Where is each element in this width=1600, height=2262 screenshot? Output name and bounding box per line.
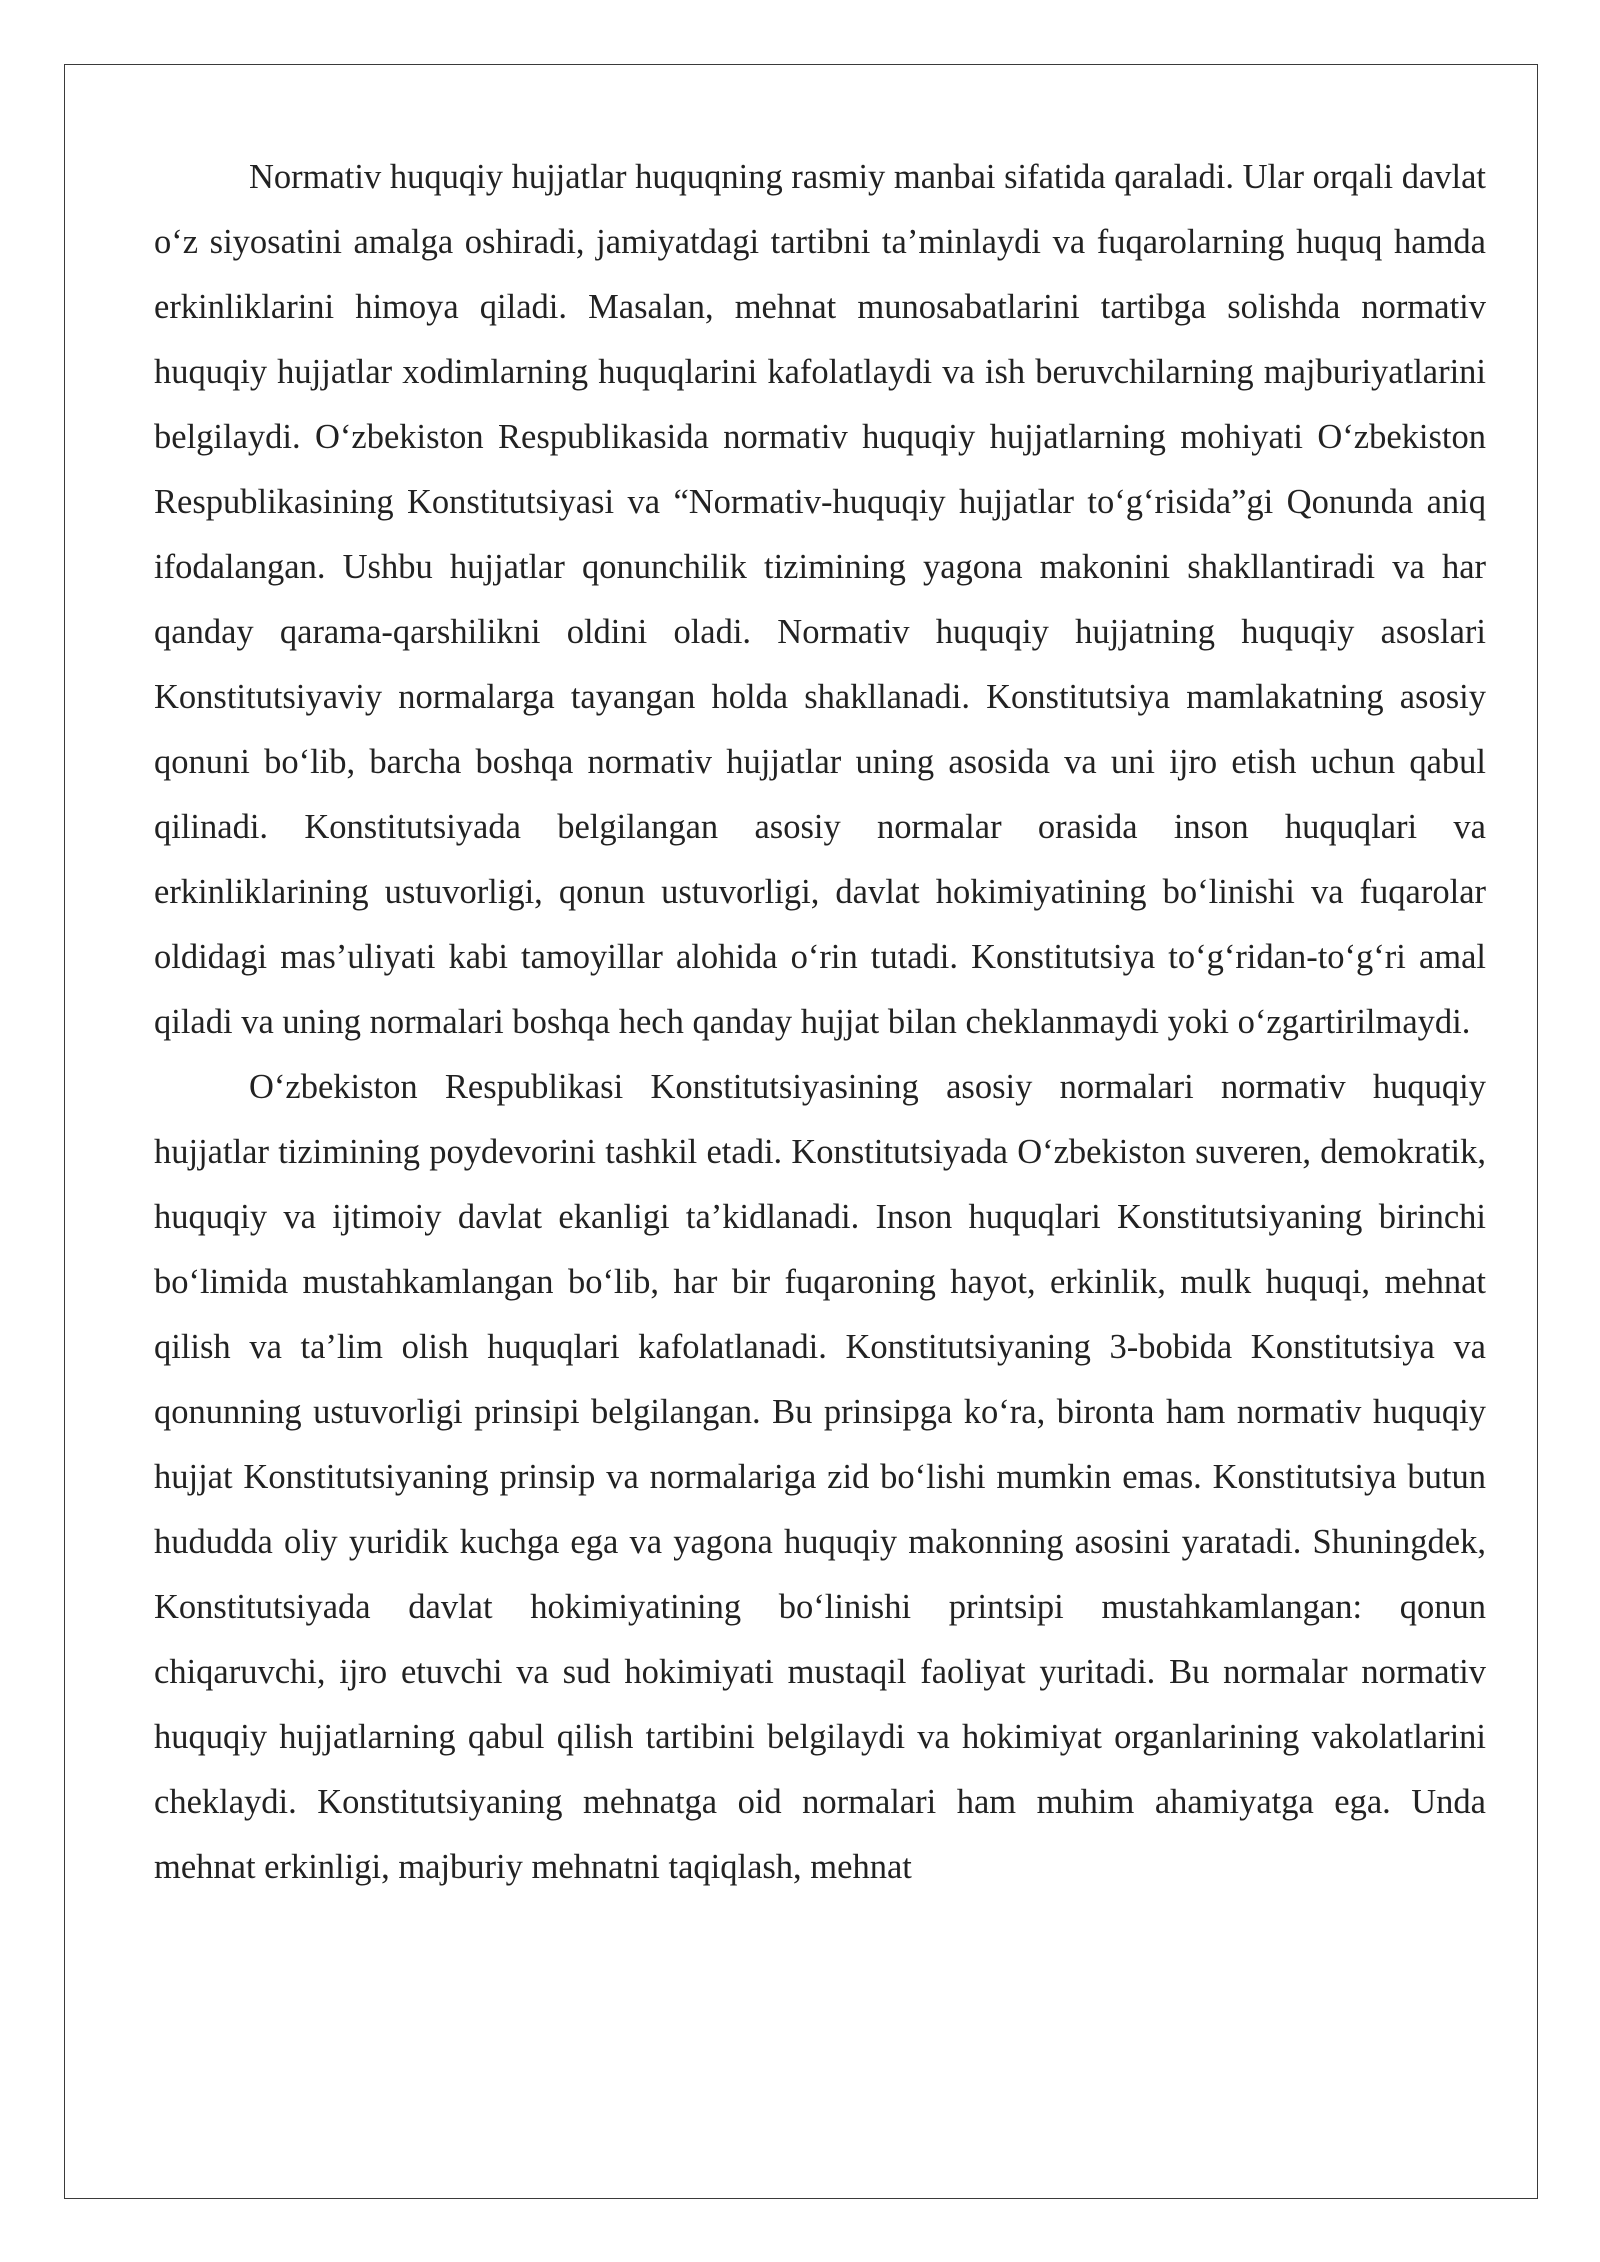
paragraph: Normativ huquqiy hujjatlar huquqning rasmiy manbai sifatida qaraladi. Ular orqali davlat o‘z siyosatini amalga oshiradi, jamiyatdagi tartibni ta’minlaydi va fuqarolarning huquq hamda erkinliklarini himoya qiladi. Masalan, mehnat munosabatlarini tartibga solishda normativ huquqiy hujjatlar xodimlarning huquqlarini kafolatlaydi va ish beruvchilarning majburiyatlarini belgilaydi. O‘zbekiston Respublikasida normativ huquqiy hujjatlarning mohiyati O‘zbekiston Respublikasining Konstitutsiyasi va “Normativ-huquqiy hujjatlar to‘g‘risida”gi Qonunda aniq ifodalangan. Ushbu hujjatlar qonunchilik tizimining yagona makonini shakllantiradi va har qanday qarama-qarshilikni oldini oladi. Normativ huquqiy hujjatning huquqiy asoslari Konstitutsiyaviy normalarga tayangan holda shakllanadi. Konstitutsiya mamlakatning asosiy qonuni bo‘lib, barcha boshqa normativ hujjatlar uning asosida va uni ijro etish uchun qabul qilinadi. Konstitutsiyada belgilangan asosiy normalar orasida inson huquqlari va erkinliklarining ustuvorligi, qonun ustuvorligi, davlat hokimiyatining bo‘linishi va fuqarolar oldidagi mas’uliyati kabi tamoyillar alohida o‘rin tutadi. Konstitutsiya to‘g‘ridan-to‘g‘ri amal qiladi va uning normalari boshqa hech qanday hujjat bilan cheklanmaydi yoki o‘zgartirilmaydi. bbox=[154, 158, 1486, 1041]
document-body bbox=[154, 145, 1486, 1900]
paragraph: O‘zbekiston Respublikasi Konstitutsiyasining asosiy normalari normativ huquqiy hujjatlar tizimining poydevorini tashkil etadi. Konstitutsiyada O‘zbekiston suveren, demokratik, huquqiy va ijtimoiy davlat ekanligi ta’kidlanadi. Inson huquqlari Konstitutsiyaning birinchi bo‘limida mustahkamlangan bo‘lib, har bir fuqaroning hayot, erkinlik, mulk huquqi, mehnat qilish va ta’lim olish huquqlari kafolatlanadi. Konstitutsiyaning 3-bobida Konstitutsiya va qonunning ustuvorligi prinsipi belgilangan. Bu prinsipga ko‘ra, bironta ham normativ huquqiy hujjat Konstitutsiyaning prinsip va normalariga zid bo‘lishi mumkin emas. Konstitutsiya butun hududda oliy yuridik kuchga ega va yagona huquqiy makonning asosini yaratadi. Shuningdek, Konstitutsiyada davlat hokimiyatining bo‘linishi printsipi mustahkamlangan: qonun chiqaruvchi, ijro etuvchi va sud hokimiyati mustaqil faoliyat yuritadi. Bu normalar normativ huquqiy hujjatlarning qabul qilish tartibini belgilaydi va hokimiyat organlarining vakolatlarini cheklaydi. Konstitutsiyaning mehnatga oid normalari ham muhim ahamiyatga ega. Unda mehnat erkinligi, majburiy mehnatni taqiqlash, mehnat bbox=[154, 1068, 1486, 1886]
